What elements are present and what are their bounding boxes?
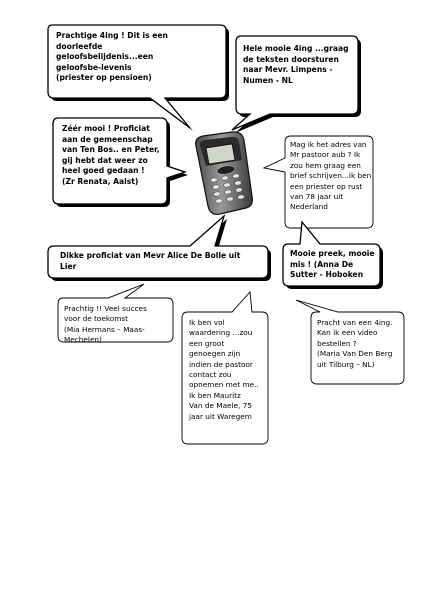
message-text-5: Dikke proficiat van Mevr Alice De Bolle uit Lier: [60, 251, 241, 271]
message-text-7: Prachtig !! Veel succes voor de toekomst (Mia Hermans – Maas- Mechelen): [64, 304, 147, 345]
mobile-phone-icon: [196, 132, 253, 214]
message-text-3: Zéér mooi ! Proficiat aan de gemeenschap van Ten Bos.. en Peter, gij hebt dat weer zo heel goed gedaan ! (Zr Renata, Aalst): [62, 124, 160, 186]
message-text-6: Mooie preek, mooie mis ! (Anna De Sutter - Hoboken: [290, 249, 375, 280]
message-text-8: Ik ben vol waardering ...zou een groot genoegen zijn indien de pastoor contact zou opnemen met me.. Ik ben Mauritz Van de Maele, 75 jaar uit Waregem: [189, 318, 259, 421]
message-text-9: Pracht van een 4ing. Kan ik een video bestellen ? (Maria Van Den Berg uit Tilburg – NL): [317, 318, 393, 369]
message-text-1: Prachtige 4ing ! Dit is een doorleefde geloofsbelijdenis...een geloofsbe-levenis (priester op pensioen): [56, 31, 168, 83]
message-text-4: Mag ik het adres van Mr pastoor aub ? Ik zou hem graag een brief schrijven...ik ben een priester op rust van 78 jaar uit Nederland: [290, 140, 372, 212]
message-text-2: Hele mooie 4ing ...graag de teksten doorsturen naar Mevr. Limpens - Numen - NL: [243, 44, 349, 85]
